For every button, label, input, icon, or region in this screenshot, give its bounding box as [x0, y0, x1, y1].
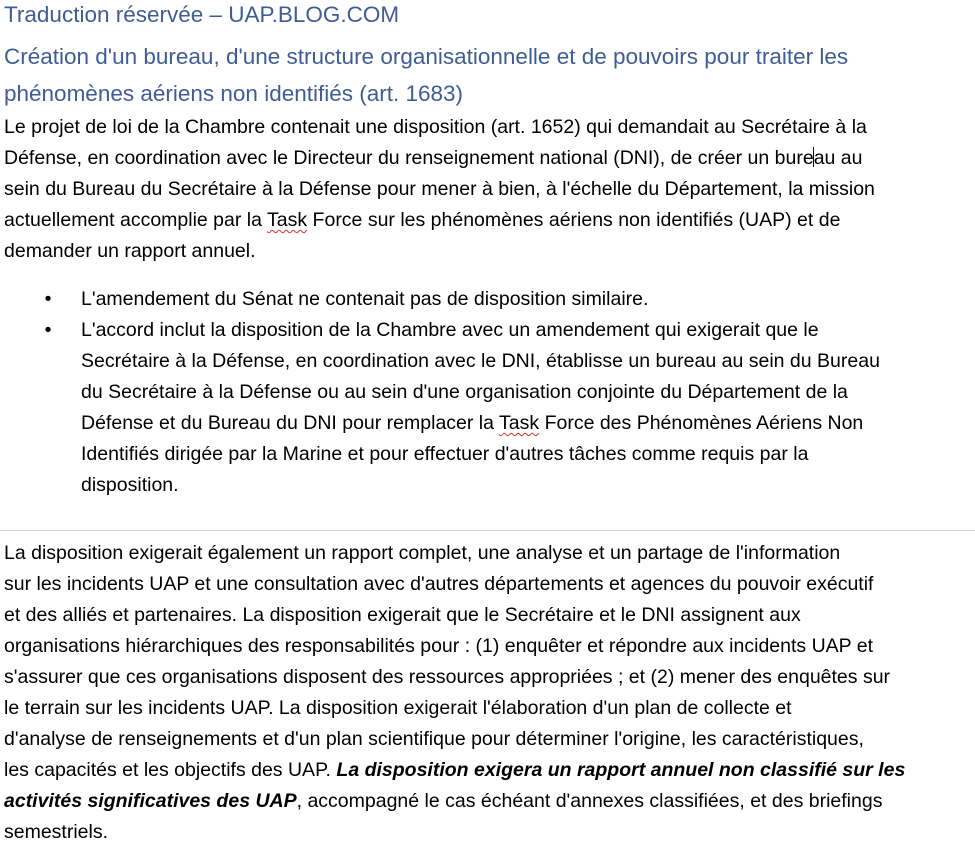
paragraph-line: semestriels. [4, 821, 109, 843]
body-paragraph[interactable] [4, 538, 972, 848]
list-item-line: Secrétaire à la Défense, en coordination avec le DNI, établisse un bureau au sein du Bureau [81, 350, 880, 372]
section-title-line: phénomènes aériens non identifiés (art. 1683) [4, 81, 464, 106]
emphasized-text: La disposition exigera un rapport annuel non classifié sur les [336, 759, 906, 781]
paragraph-line [4, 755, 972, 786]
spellcheck-flagged-word[interactable]: Task [499, 412, 540, 434]
translation-credit: Traduction réservée – UAP.BLOG.COM [4, 2, 400, 27]
list-item-line [81, 408, 975, 439]
paragraph-text: les capacités et les objectifs des UAP. [4, 759, 337, 781]
spellcheck-flagged-word[interactable]: Task [267, 209, 308, 231]
paragraph-text: actuellement accomplie par la [4, 209, 268, 231]
paragraph-line: demander un rapport annuel. [4, 240, 256, 262]
paragraph-line: le terrain sur les incidents UAP. La disposition exigerait l'élaboration d'un plan de collecte et [4, 697, 792, 719]
list-item-line: du Secrétaire à la Défense ou au sein d'une organisation conjointe du Département de la [81, 381, 848, 403]
paragraph-line: s'assurer que ces organisations disposent des ressources appropriées ; et (2) mener des enquêtes sur [4, 666, 891, 688]
intro-paragraph[interactable] [4, 112, 972, 267]
emphasized-text: activités significatives des UAP [4, 790, 297, 812]
paragraph-line: sur les incidents UAP et une consultation avec d'autres départements et agences du pouvoir exécutif [4, 573, 874, 595]
list-item-text: Force des Phénomènes Aériens Non [539, 412, 864, 434]
list-item-line: Identifiés dirigée par la Marine et pour effectuer d'autres tâches comme requis par la [81, 443, 809, 465]
section-title [4, 38, 848, 112]
paragraph-line: d'analyse de renseignements et d'un plan scientifique pour déterminer l'origine, les caractéristiques, [4, 728, 864, 750]
paragraph-line: Le projet de loi de la Chambre contenait une disposition (art. 1652) qui demandait au Secrétaire à la [4, 116, 867, 138]
list-item-text: Défense et du Bureau du DNI pour remplacer la [81, 412, 500, 434]
paragraph-line [4, 786, 972, 817]
paragraph-line [4, 143, 972, 174]
paragraph-line [4, 205, 972, 236]
bullet-icon: • [44, 288, 52, 310]
bullet-list [0, 284, 975, 501]
paragraph-line: et des alliés et partenaires. La disposition exigerait que le Secrétaire et le DNI assignent aux [4, 604, 801, 626]
paragraph-text: , accompagné le cas échéant d'annexes classifiées, et des briefings [296, 790, 883, 812]
paragraph-text: Force sur les phénomènes aériens non identifiés (UAP) et de [307, 209, 841, 231]
paragraph-text: Défense, en coordination avec le Directeur du renseignement national (DNI), de créer un bure [4, 147, 814, 169]
list-item[interactable] [0, 315, 975, 501]
paragraph-text: au au [813, 147, 863, 169]
bullet-icon: • [44, 319, 52, 341]
paragraph-line: La disposition exigerait également un rapport complet, une analyse et un partage de l'information [4, 542, 841, 564]
list-item-line: L'amendement du Sénat ne contenait pas de disposition similaire. [81, 288, 649, 310]
paragraph-line: sein du Bureau du Secrétaire à la Défense pour mener à bien, à l'échelle du Département, la mission [4, 178, 875, 200]
paragraph-line: organisations hiérarchiques des responsabilités pour : (1) enquêter et répondre aux incidents UAP et [4, 635, 873, 657]
list-item-line: disposition. [81, 474, 179, 496]
section-title-line: Création d'un bureau, d'une structure organisationnelle et de pouvoirs pour traiter les [4, 44, 849, 69]
list-item-line: L'accord inclut la disposition de la Chambre avec un amendement qui exigerait que le [81, 319, 819, 341]
page-divider [0, 530, 975, 531]
list-item[interactable] [0, 284, 975, 315]
